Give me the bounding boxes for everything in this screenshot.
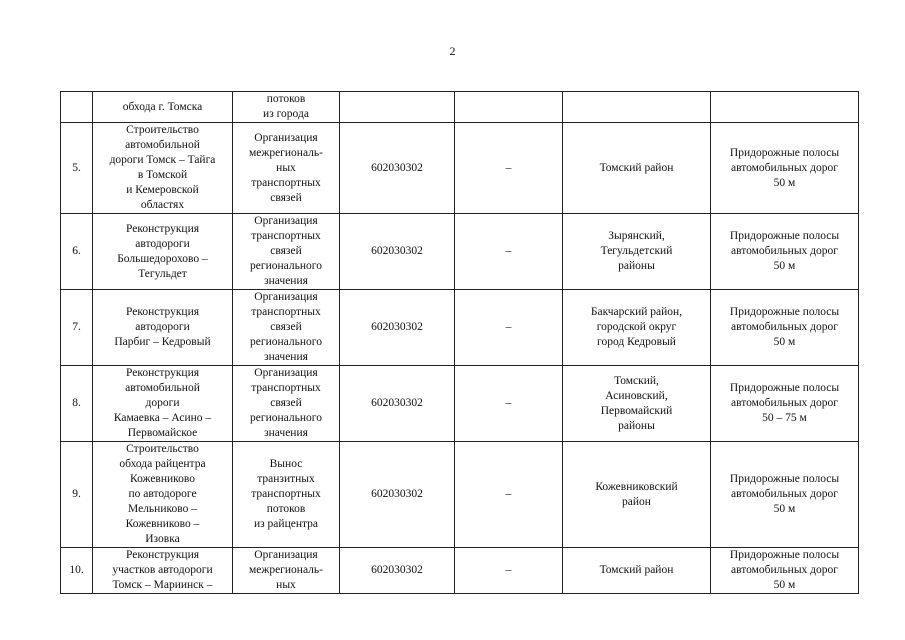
table-row	[61, 92, 859, 123]
code-cell: 602030302	[340, 290, 455, 366]
zone-cell: Придорожные полосы автомобильных дорог 50 м	[711, 548, 859, 594]
table-row	[61, 123, 859, 214]
purpose-cell: Организация межрегиональ- ных транспортных связей	[233, 123, 340, 214]
purpose-cell: Организация межрегиональ- ных	[233, 548, 340, 594]
zone-cell: Придорожные полосы автомобильных дорог 50 – 75 м	[711, 366, 859, 442]
page-number: 2	[449, 44, 456, 58]
dash-cell: –	[455, 214, 563, 290]
location-cell: Томский район	[563, 123, 711, 214]
dash-cell: –	[455, 366, 563, 442]
row-number-cell: 10.	[61, 548, 93, 594]
code-cell	[340, 92, 455, 123]
location-cell: Кожевниковский район	[563, 442, 711, 548]
dash-cell: –	[455, 123, 563, 214]
object-cell: Строительство обхода райцентра Кожевниково по автодороге Мельниково – Кожевниково – Изовка	[93, 442, 233, 548]
location-cell	[563, 92, 711, 123]
table-row	[61, 548, 859, 594]
code-cell: 602030302	[340, 123, 455, 214]
zone-cell: Придорожные полосы автомобильных дорог 50 м	[711, 442, 859, 548]
purpose-cell: потоков из города	[233, 92, 340, 123]
zone-cell: Придорожные полосы автомобильных дорог 50 м	[711, 214, 859, 290]
row-number-cell: 7.	[61, 290, 93, 366]
row-number-cell	[61, 92, 93, 123]
code-cell: 602030302	[340, 442, 455, 548]
dash-cell: –	[455, 442, 563, 548]
code-cell: 602030302	[340, 548, 455, 594]
dash-cell: –	[455, 548, 563, 594]
row-number-cell: 5.	[61, 123, 93, 214]
object-cell: Реконструкция участков автодороги Томск – Мариинск –	[93, 548, 233, 594]
dash-cell	[455, 92, 563, 123]
code-cell: 602030302	[340, 366, 455, 442]
purpose-cell: Вынос транзитных транспортных потоков из райцентра	[233, 442, 340, 548]
object-cell: Реконструкция автодороги Парбиг – Кедровый	[93, 290, 233, 366]
table-row	[61, 442, 859, 548]
location-cell: Зырянский, Тегульдетский районы	[563, 214, 711, 290]
location-cell: Бакчарский район, городской округ город Кедровый	[563, 290, 711, 366]
object-cell: Реконструкция автомобильной дороги Камаевка – Асино – Первомайское	[93, 366, 233, 442]
zone-cell: Придорожные полосы автомобильных дорог 50 м	[711, 123, 859, 214]
row-number-cell: 8.	[61, 366, 93, 442]
zone-cell	[711, 92, 859, 123]
table-body	[61, 92, 859, 594]
table-row	[61, 214, 859, 290]
object-cell: Реконструкция автодороги Большедорохово – Тегульдет	[93, 214, 233, 290]
table-row	[61, 290, 859, 366]
code-cell: 602030302	[340, 214, 455, 290]
object-cell: обхода г. Томска	[93, 92, 233, 123]
dash-cell: –	[455, 290, 563, 366]
location-cell: Томский район	[563, 548, 711, 594]
location-cell: Томский, Асиновский, Первомайский районы	[563, 366, 711, 442]
table-row	[61, 366, 859, 442]
roads-table	[60, 91, 859, 594]
zone-cell: Придорожные полосы автомобильных дорог 50 м	[711, 290, 859, 366]
purpose-cell: Организация транспортных связей регионального значения	[233, 290, 340, 366]
purpose-cell: Организация транспортных связей регионального значения	[233, 366, 340, 442]
purpose-cell: Организация транспортных связей регионального значения	[233, 214, 340, 290]
object-cell: Строительство автомобильной дороги Томск – Тайга в Томской и Кемеровской областях	[93, 123, 233, 214]
row-number-cell: 6.	[61, 214, 93, 290]
row-number-cell: 9.	[61, 442, 93, 548]
